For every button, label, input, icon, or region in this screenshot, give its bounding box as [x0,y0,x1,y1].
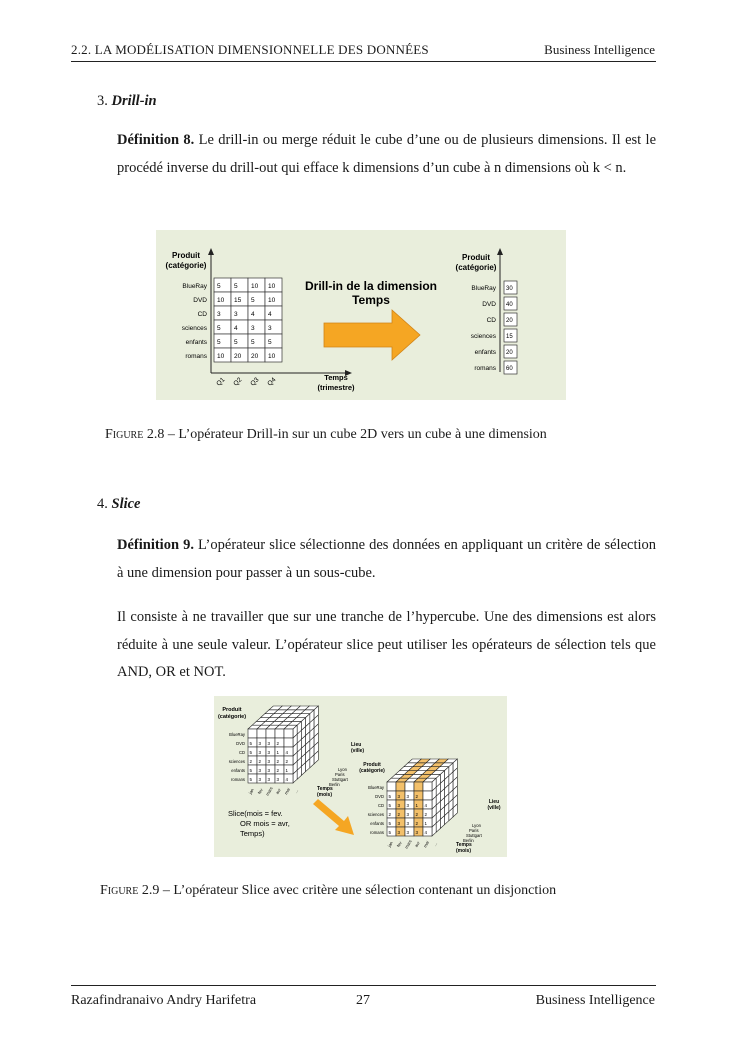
cube-value: 5 [249,741,253,746]
data-grid [214,278,282,362]
cube-category-label: DVD [375,794,384,799]
y-axis-arrow [208,248,214,255]
grid-value: 20 [234,353,242,360]
cube-front-cell [275,729,284,738]
source-city-labels [329,767,349,787]
category-label: CD [197,311,207,318]
item-number: 3. [97,93,108,109]
place-label-2: (ville) [351,748,365,754]
city-label: Lyon [472,823,481,828]
cube-value: 3 [406,812,410,817]
result-place-label-2: (ville) [487,805,501,811]
cube-value: 2 [249,759,253,764]
cube-front-cell [405,782,414,791]
cube-value: 3 [267,741,271,746]
grid-value: 4 [268,311,272,318]
slice-arrow-icon [313,799,354,835]
result-category-label: enfants [474,349,496,356]
grid-value: 10 [268,297,276,304]
cube-month-label: avr [413,840,421,849]
figure-drill-in [156,230,566,400]
cube-value: 3 [258,777,262,782]
city-label: Berlin [463,838,474,843]
result-y-axis-arrow [497,248,503,255]
result-value: 20 [506,350,513,356]
cube-value: 3 [267,768,271,773]
grid-value: 15 [234,297,242,304]
cube-value: 3 [406,830,410,835]
running-header-title: Business Intelligence [544,42,655,57]
slice-paragraph: Il consiste à ne travailler que sur une tranche de l’hypercube. Une des dimensions est alors réduite à une seule valeur. L’opérateur slice peut utiliser les opérateurs de sélection tels que AND, OR et NOT. [117,609,656,680]
cube-category-label: DVD [236,741,245,746]
y-axis-label-2: (catégorie) [165,261,207,270]
cube-value: 5 [388,794,392,799]
cube-category-label: CD [238,750,245,755]
item-title: Drill-in [111,93,157,109]
cube-value: 3 [267,759,271,764]
category-labels [182,283,208,360]
cube-value: 1 [415,803,419,808]
cube-value: 3 [258,768,262,773]
cube-value: 3 [267,750,271,755]
cube-month-label: fev [256,787,264,795]
place-label-1: Lieu [351,742,362,748]
figure-2-8-caption [105,427,547,443]
definition-label: Définition 8. [117,132,195,148]
list-item-slice [97,496,141,513]
city-label: Lyon [338,767,347,772]
result-time-label-1: Temps [456,842,472,848]
cube-value: 5 [249,750,253,755]
grid-value: 10 [268,283,276,290]
caption-text: – L’opérateur Slice avec critère une sélection contenant un disjonction [159,883,557,898]
cube-value: 3 [397,830,401,835]
cube-value: 2 [424,812,428,817]
cube-value: 4 [285,777,289,782]
cube-value: 3 [397,803,401,808]
y-axis-label-1: Produit [172,251,200,260]
footer-rule [71,985,656,986]
definition-9 [117,532,656,587]
cube-value: 2 [276,741,280,746]
cube-front-cell [284,738,293,747]
result-category-label: sciences [470,333,496,340]
caption-text: – L’opérateur Drill-in sur un cube 2D vers un cube à une dimension [164,427,547,442]
f2-y-axis-label-2: (catégorie) [217,714,247,720]
cube-month-label: ... [293,788,300,795]
cube-category-label: sciences [228,759,245,764]
item-title: Slice [111,496,141,512]
cube-value: 2 [397,812,401,817]
running-header-section: 2.2. LA MODÉLISATION DIMENSIONNELLE DES DONNÉES [71,42,429,57]
footer-title: Business Intelligence [535,993,655,1008]
cube-value: 3 [258,741,262,746]
slice-formula-1: Slice(mois = fev. [228,809,283,818]
cube-month-label: avr [274,787,282,796]
result-category-labels [471,285,497,372]
cube-value: 3 [397,794,401,799]
category-label: BlueRay [182,283,207,290]
cube-category-label: CD [377,803,384,808]
result-y-axis-label-2: (catégorie) [455,263,497,272]
cube-value: 5 [388,803,392,808]
cube-value: 2 [415,794,419,799]
f2-result-y-label-2: (catégorie) [359,768,385,774]
result-category-label: romans [474,365,496,372]
cube-value: 3 [397,821,401,826]
time-label-1: Temps [317,786,333,792]
result-y-axis-label-1: Produit [462,253,490,262]
cube-value: 3 [258,750,262,755]
grid-value: 10 [268,353,276,360]
cube-value: 2 [285,759,289,764]
grid-value: 10 [251,283,259,290]
grid-value: 5 [234,283,238,290]
cube-month-label: mai [283,787,292,796]
cube-category-label: romans [231,777,245,782]
slice-formula-3: Temps) [240,829,265,838]
cube-category-label: sciences [367,812,384,817]
cube-value: 5 [388,830,392,835]
cube-month-label: mars [264,785,274,797]
cube-value: 4 [424,830,428,835]
grid-value: 5 [217,325,221,332]
definition-label: Définition 9. [117,537,194,553]
grid-value: 5 [217,339,221,346]
cube-value: 3 [267,777,271,782]
slice-diagram [214,696,507,857]
cube-value: 5 [388,821,392,826]
result-category-label: DVD [482,301,496,308]
cube-front-cell [414,782,423,791]
result-time-label-2: (mois) [456,848,471,854]
cube-value: 3 [276,777,280,782]
cube-value: 3 [406,803,410,808]
drill-in-title-2: Temps [352,293,390,307]
result-value: 20 [506,318,513,324]
grid-value: 3 [268,325,272,332]
city-label: Paris [335,772,345,777]
f2-result-y-label-1: Produit [363,762,381,768]
result-category-label: BlueRay [471,285,496,292]
cube-value: 1 [285,768,289,773]
cube-month-label: jan [247,787,255,795]
result-value: 60 [506,366,513,372]
cube-month-label: mai [422,840,431,849]
cube-value: 2 [276,759,280,764]
slice-formula-2: OR mois = avr, [240,819,290,828]
cube-front-cell [396,782,405,791]
city-label: Stuttgart [466,833,482,838]
header-rule [71,61,656,62]
city-label: Berlin [329,782,340,787]
quarter-label: Q1 [215,376,227,388]
cube-month-label: mars [403,838,413,850]
item-number: 4. [97,496,108,512]
cube-front-cell [423,782,432,791]
grid-value: 10 [217,353,225,360]
result-value: 30 [506,286,513,292]
quarter-labels [215,376,277,387]
cube-value: 1 [424,821,428,826]
caption-label: Figure 2.9 [100,883,160,898]
result-value: 40 [506,302,513,308]
cube-value: 2 [276,768,280,773]
cube-category-label: BlueRay [229,732,245,737]
cube-value: 5 [249,777,253,782]
category-label: DVD [193,297,207,304]
cube-value: 4 [285,750,289,755]
definition-8 [117,127,656,182]
category-label: sciences [181,325,207,332]
list-item-drill-in [97,93,157,110]
result-value: 15 [506,334,513,340]
city-label: Paris [469,828,479,833]
cube-front-cell [257,729,266,738]
x-axis-label-2: (trimestre) [317,383,355,392]
category-label: romans [185,353,207,360]
cube-value: 2 [415,812,419,817]
grid-value: 3 [251,325,255,332]
cube-value: 2 [388,812,392,817]
cube-front-cell [248,729,257,738]
grid-value: 10 [217,297,225,304]
city-label: Stuttgart [332,777,348,782]
cube-month-label: fev [395,840,403,848]
result-city-labels [463,823,483,843]
cube-value: 5 [249,768,253,773]
category-label: enfants [185,339,207,346]
cube-value: 3 [406,821,410,826]
cube-front-cell [387,782,396,791]
x-axis-label-1: Temps [324,373,348,382]
caption-label: Figure 2.8 [105,427,165,442]
cube-front-cell [284,729,293,738]
grid-value: 4 [251,311,255,318]
definition-text: L’opérateur slice sélectionne des données en appliquant un critère de sélection à une dimension pour passer à un sous-cube. [117,537,657,581]
quarter-label: Q4 [266,376,278,388]
grid-value: 4 [234,325,238,332]
result-column [504,281,517,374]
page-number: 27 [356,993,370,1008]
definition-text: Le drill-in ou merge réduit le cube d’une ou de plusieurs dimensions. Il est le procédé inverse du drill-out qui efface k dimensions d’un cube à n dimensions où k < n. [117,132,656,176]
cube-value: 2 [258,759,262,764]
arrow-icon [324,310,420,360]
time-label-2: (mois) [317,792,332,798]
grid-value: 5 [268,339,272,346]
drill-in-diagram [156,230,566,400]
quarter-label: Q2 [232,376,244,388]
cube-month-label: ... [432,841,439,848]
cube-value: 2 [415,821,419,826]
cube-front-cell [423,791,432,800]
f2-y-axis-label-1: Produit [222,707,242,713]
result-place-label-1: Lieu [488,799,500,805]
cube-front-cell [266,729,275,738]
grid-value: 3 [234,311,238,318]
cube-value: 1 [276,750,280,755]
grid-value: 5 [217,283,221,290]
cube-category-label: enfants [231,768,245,773]
grid-value: 5 [251,339,255,346]
cube-value: 3 [415,830,419,835]
cube-value: 3 [406,794,410,799]
grid-value: 5 [234,339,238,346]
grid-value: 5 [251,297,255,304]
figure-slice [214,696,507,857]
cube-category-label: enfants [370,821,384,826]
result-category-label: CD [486,317,496,324]
cube-category-label: romans [370,830,384,835]
cube-value: 4 [424,803,428,808]
drill-in-title-1: Drill-in de la dimension [304,279,438,293]
figure-2-9-caption [100,883,556,899]
cube-month-label: jan [386,840,394,848]
cube-category-label: BlueRay [368,785,384,790]
footer-author: Razafindranaivo Andry Harifetra [71,993,257,1008]
grid-value: 3 [217,311,221,318]
grid-value: 20 [251,353,259,360]
quarter-label: Q3 [249,376,261,388]
